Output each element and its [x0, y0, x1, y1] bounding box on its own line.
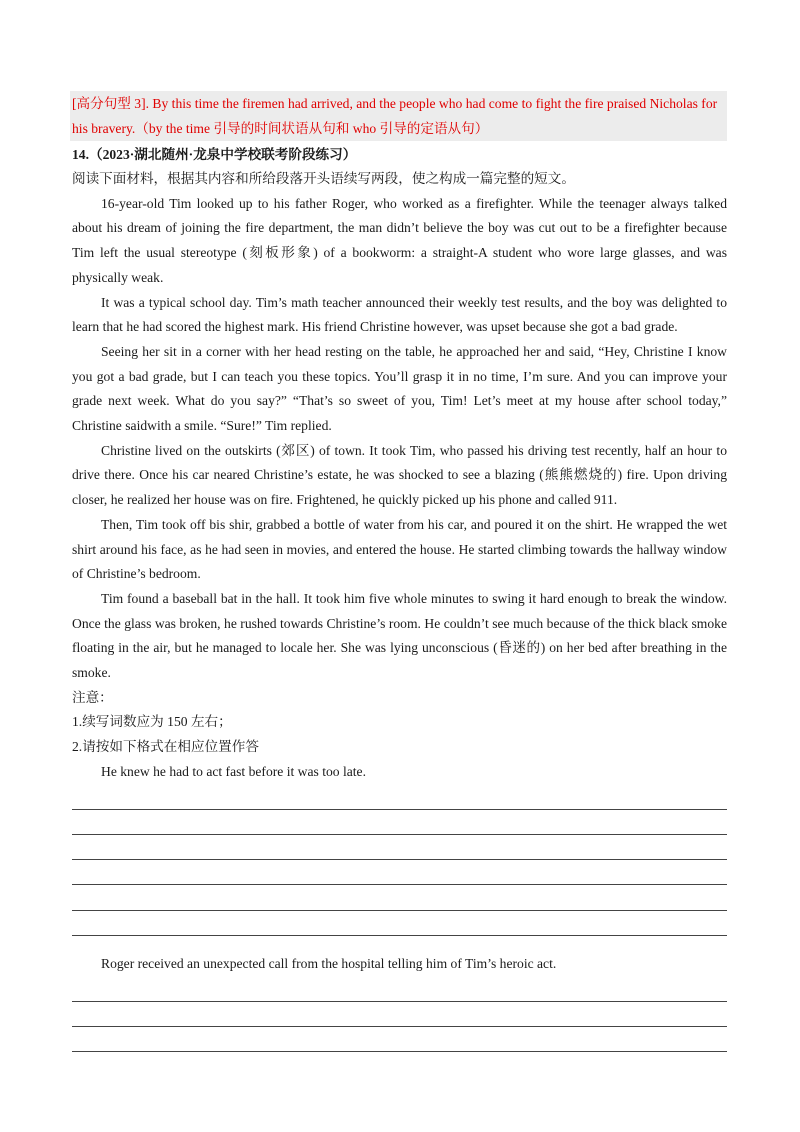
notes-item-1: 1.续写词数应为 150 左右； — [72, 714, 232, 730]
passage-paragraph-3: Seeing her sit in a corner with her head resting on the table, he approached her and said, “Hey, Christine I know you got a bad grade, but I can teach you these topics. You’ll grasp it in no time, I’m sure. And you can improve your grade next week. What do you say?” “That’s so sweet of you, Tim! Let’s meet at my house after school today,” Christine saidwith a smile. “Sure!” Tim replied. — [72, 343, 727, 434]
notes-item-2: 2.请按如下格式在相应位置作答 — [72, 739, 259, 755]
answer-area-1 — [72, 785, 727, 936]
writing-line[interactable] — [72, 810, 727, 835]
notes-title: 注意： — [72, 689, 113, 705]
passage-paragraph-4: Christine lived on the outskirts (郊区) of town. It took Tim, who passed his driving test recently, half an hour to drive there. Once his car neared Christine’s estate, he was shocked to see a blazing (熊熊燃烧的) fire. Upon driving closer, he realized her house was on fire. Frightened, he quickly picked up his phone and called 911. — [72, 442, 727, 508]
passage-paragraph-1: 16-year-old Tim looked up to his father Roger, who worked as a firefighter. While the teenager always talked about his dream of joining the fire department, the man didn’t believe the boy was cut out to be a firefighter because Tim left the usual stereotype (刻板形象) of a bookworm: a straight-A student who wore large glasses, and was physically weak. — [72, 195, 727, 285]
writing-line[interactable] — [72, 835, 727, 860]
writing-line[interactable] — [72, 976, 727, 1001]
passage-paragraph-6: Tim found a baseball bat in the hall. It took him five whole minutes to swing it hard enough to break the window. Once the glass was broken, he rushed towards Christine’s room. He couldn’t see much because of the thick black smoke floating in the air, but he managed to locale her. She was lying unconscious (昏迷的) on her bed after breathing in the smoke. — [72, 590, 727, 681]
writing-line[interactable] — [72, 1002, 727, 1027]
worksheet-page — [72, 91, 727, 1052]
continuation-prompt-2: Roger received an unexpected call from the hospital telling him of Tim’s heroic act. — [101, 955, 557, 971]
question-heading: 14.（2023·湖北随州·龙泉中学校联考阶段练习） — [72, 147, 357, 162]
highlight-sentence-pattern: [高分句型 3]. By this time the firemen had arrived, and the people who had come to fight the fire praised Nicholas for his bravery.（by the time 引导的时间状语从句和 who 引导的定语从句） — [70, 91, 727, 141]
passage-paragraph-2: It was a typical school day. Tim’s math teacher announced their weekly test results, and the boy was delighted to learn that he had scored the highest mark. His friend Christine however, was upset because she got a bad grade. — [72, 294, 727, 335]
writing-line[interactable] — [72, 860, 727, 885]
writing-line[interactable] — [72, 785, 727, 810]
passage-paragraph-5: Then, Tim took off bis shir, grabbed a bottle of water from his car, and poured it on the shirt. He wrapped the wet shirt around his face, as he had seen in movies, and entered the house. He started climbing towards the hallway window of Christine’s bedroom. — [72, 516, 727, 582]
continuation-prompt-1: He knew he had to act fast before it was too late. — [101, 763, 366, 779]
writing-line[interactable] — [72, 1027, 727, 1052]
answer-area-2 — [72, 976, 727, 1052]
writing-line[interactable] — [72, 911, 727, 936]
writing-line[interactable] — [72, 885, 727, 910]
instruction: 阅读下面材料，根据其内容和所给段落开头语续写两段，使之构成一篇完整的短文。 — [72, 171, 575, 186]
